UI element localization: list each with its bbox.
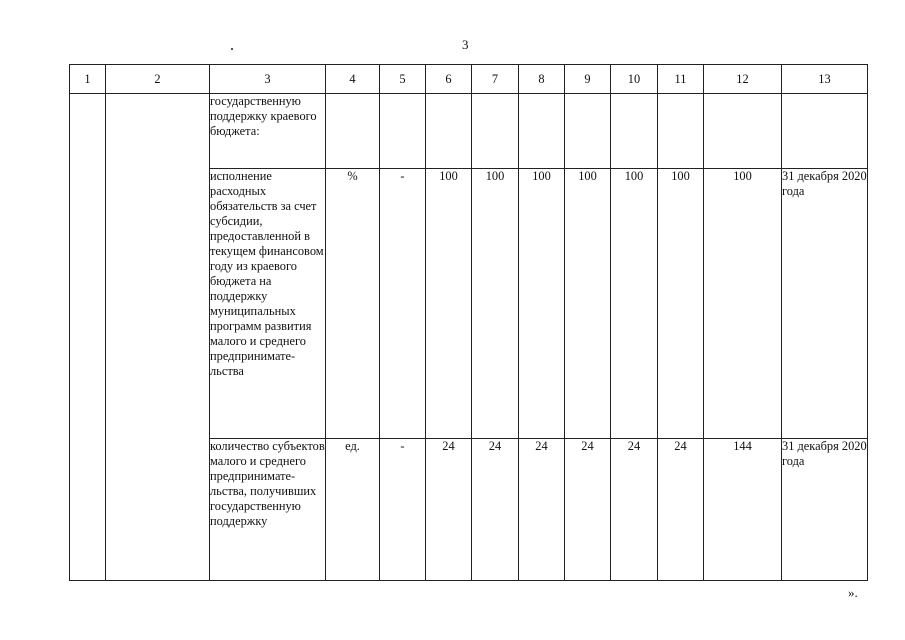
row-unit: [326, 94, 380, 169]
row-value-9: 100: [565, 169, 611, 439]
row-value-7: 24: [472, 439, 519, 581]
row-unit: ед.: [326, 439, 380, 581]
row-description: исполнение расходных обязательств за счет субсидии, предоставленной в текущем финансовом году из краевого бюджета на поддержку муниципальных программ развития малого и среднего предпринимате-льства: [210, 169, 326, 439]
row-deadline: [782, 94, 868, 169]
row-deadline: 31 декабря 2020 года: [782, 169, 868, 439]
row-base: -: [380, 439, 426, 581]
merged-cell-col2: [106, 94, 210, 581]
row-value-9: 24: [565, 439, 611, 581]
row-base: [380, 94, 426, 169]
col-header-7: 7: [472, 65, 519, 94]
row-value-11: [658, 94, 704, 169]
row-value-6: 100: [426, 169, 472, 439]
row-total: 100: [704, 169, 782, 439]
scan-speck: [231, 48, 233, 50]
row-total: [704, 94, 782, 169]
col-header-3: 3: [210, 65, 326, 94]
row-value-10: 24: [611, 439, 658, 581]
header-row: [70, 65, 868, 94]
row-value-6: 24: [426, 439, 472, 581]
table-row: [70, 94, 868, 169]
row-value-8: [519, 94, 565, 169]
col-header-9: 9: [565, 65, 611, 94]
row-value-6: [426, 94, 472, 169]
row-value-11: 24: [658, 439, 704, 581]
row-value-7: [472, 94, 519, 169]
row-value-8: 24: [519, 439, 565, 581]
page-number: 3: [462, 37, 469, 52]
row-value-9: [565, 94, 611, 169]
row-value-10: [611, 94, 658, 169]
col-header-6: 6: [426, 65, 472, 94]
closing-quote-mark: ».: [848, 585, 858, 600]
row-total: 144: [704, 439, 782, 581]
col-header-12: 12: [704, 65, 782, 94]
col-header-1: 1: [70, 65, 106, 94]
row-value-11: 100: [658, 169, 704, 439]
col-header-2: 2: [106, 65, 210, 94]
col-header-4: 4: [326, 65, 380, 94]
indicators-table: [69, 64, 868, 581]
col-header-10: 10: [611, 65, 658, 94]
merged-cell-col1: [70, 94, 106, 581]
row-description: государственную поддержку краевого бюджета:: [210, 94, 326, 169]
row-base: -: [380, 169, 426, 439]
col-header-13: 13: [782, 65, 868, 94]
row-value-8: 100: [519, 169, 565, 439]
row-value-10: 100: [611, 169, 658, 439]
row-unit: %: [326, 169, 380, 439]
row-deadline: 31 декабря 2020 года: [782, 439, 868, 581]
row-description: количество субъектов малого и среднего предпринимате-льства, получивших государственную поддержку: [210, 439, 326, 581]
col-header-5: 5: [380, 65, 426, 94]
col-header-11: 11: [658, 65, 704, 94]
row-value-7: 100: [472, 169, 519, 439]
col-header-8: 8: [519, 65, 565, 94]
